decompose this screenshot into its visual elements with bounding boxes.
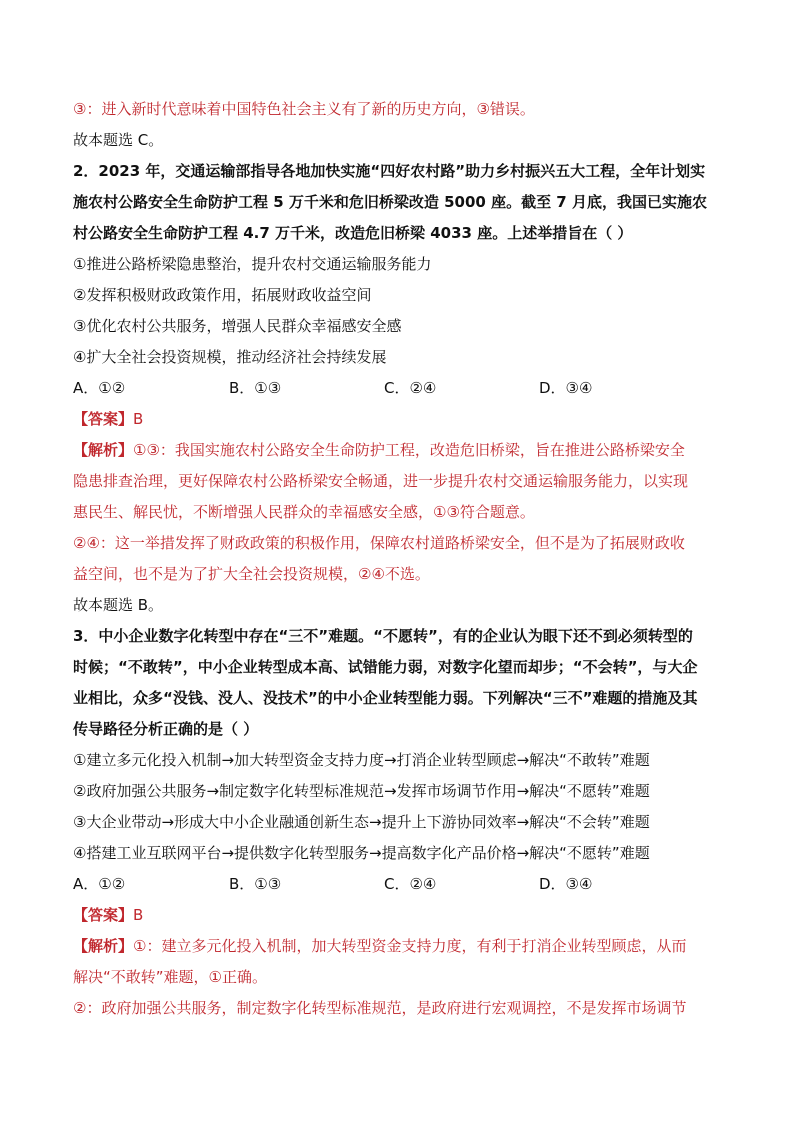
- q3-statement: ②政府加强公共服务→制定数字化转型标准规范→发挥市场调节作用→解决“不愿转”难题: [73, 782, 650, 800]
- q3-analysis-line: 解决“不敢转”难题，①正确。: [73, 968, 267, 986]
- q3-option-b: B．①③: [229, 875, 282, 893]
- q3-analysis-line: [73, 931, 723, 962]
- q3-option-d: D．③④: [539, 875, 593, 893]
- q2-analysis-line: 惠民生、解民忧，不断增强人民群众的幸福感安全感，①③符合题意。: [73, 503, 535, 521]
- q2-stem-line: 施农村公路安全生命防护工程 5 万千米和危旧桥梁改造 5000 座。截至 7 月底，我国已实施农: [73, 193, 707, 211]
- q3-options: [73, 869, 723, 900]
- analysis-text: 这一举措发挥了财政政策的积极作用，保障农村道路桥梁安全，但不是为了拓展财政收: [114, 534, 685, 552]
- q2-analysis-line: [73, 435, 723, 466]
- question-2: [73, 156, 723, 621]
- q3-answer: [73, 900, 723, 931]
- q3-stem-line: 3．中小企业数字化转型中存在“三不”难题。“不愿转”，有的企业认为眼下还不到必须转型的: [73, 627, 693, 645]
- q2-statement: ②发挥积极财政政策作用，拓展财政收益空间: [73, 286, 372, 304]
- q3-statement: ④搭建工业互联网平台→提供数字化转型服务→提高数字化产品价格→解决“不愿转”难题: [73, 844, 650, 862]
- q3-option-a: A．①②: [73, 875, 126, 893]
- analysis-sub-label: ②④：: [73, 534, 115, 552]
- q3-stem-line: 传导路径分析正确的是（ ）: [73, 720, 259, 738]
- q2-option-c: C．②④: [384, 379, 437, 397]
- q2-options: [73, 373, 723, 404]
- q2-statement: ③优化农村公共服务，增强人民群众幸福感安全感: [73, 317, 402, 335]
- q2-analysis-line: [73, 528, 723, 559]
- q3-option-c: C．②④: [384, 875, 437, 893]
- q2-option-d: D．③④: [539, 379, 593, 397]
- q2-analysis-line: 益空间，也不是为了扩大全社会投资规模，②④不选。: [73, 565, 430, 583]
- analysis-text: 政府加强公共服务，制定数字化转型标准规范，是政府进行宏观调控，不是发挥市场调节: [101, 999, 687, 1017]
- document-content: [73, 94, 723, 1024]
- analysis-label: 【解析】: [73, 441, 134, 459]
- analysis-text: ①：建立多元化投入机制，加大转型资金支持力度，有利于打消企业转型顾虑，从而: [133, 937, 687, 955]
- analysis-label: 【解析】: [73, 937, 134, 955]
- prev-conclusion: 故本题选 C。: [73, 131, 164, 149]
- question-3: [73, 621, 723, 1024]
- q2-statement: ④扩大全社会投资规模，推动经济社会持续发展: [73, 348, 387, 366]
- q3-statement: ③大企业带动→形成大中小企业融通创新生态→提升上下游协同效率→解决“不会转”难题: [73, 813, 650, 831]
- q3-analysis-line: [73, 993, 723, 1024]
- answer-value: B: [133, 906, 144, 924]
- prev-analysis-line: ③：进入新时代意味着中国特色社会主义有了新的历史方向，③错误。: [73, 100, 535, 118]
- q2-conclusion: 故本题选 B。: [73, 596, 164, 614]
- answer-label: 【答案】: [73, 906, 134, 924]
- q3-statement: ①建立多元化投入机制→加大转型资金支持力度→打消企业转型顾虑→解决“不敢转”难题: [73, 751, 650, 769]
- q2-analysis-line: 隐患排查治理，更好保障农村公路桥梁安全畅通，进一步提升农村交通运输服务能力，以实现: [73, 472, 689, 490]
- analysis-text: ①③：我国实施农村公路安全生命防护工程，改造危旧桥梁，旨在推进公路桥梁安全: [133, 441, 685, 459]
- q2-statement: ①推进公路桥梁隐患整治，提升农村交通运输服务能力: [73, 255, 432, 273]
- answer-label: 【答案】: [73, 410, 134, 428]
- q3-stem-line: 时候；“不敢转”，中小企业转型成本高、试错能力弱，对数字化望而却步；“不会转”，与大企: [73, 658, 698, 676]
- answer-value: B: [133, 410, 144, 428]
- q2-answer: [73, 404, 723, 435]
- q2-option-a: A．①②: [73, 379, 126, 397]
- q2-option-b: B．①③: [229, 379, 282, 397]
- analysis-sub-label: ②：: [73, 999, 102, 1017]
- q3-stem-line: 业相比，众多“没钱、没人、没技术”的中小企业转型能力弱。下列解决“三不”难题的措施及其: [73, 689, 698, 707]
- q2-stem-line: 2．2023 年，交通运输部指导各地加快实施“四好农村路”助力乡村振兴五大工程，全年计划实: [73, 162, 706, 180]
- q2-stem-line: 村公路安全生命防护工程 4.7 万千米，改造危旧桥梁 4033 座。上述举措旨在（ ）: [73, 224, 633, 242]
